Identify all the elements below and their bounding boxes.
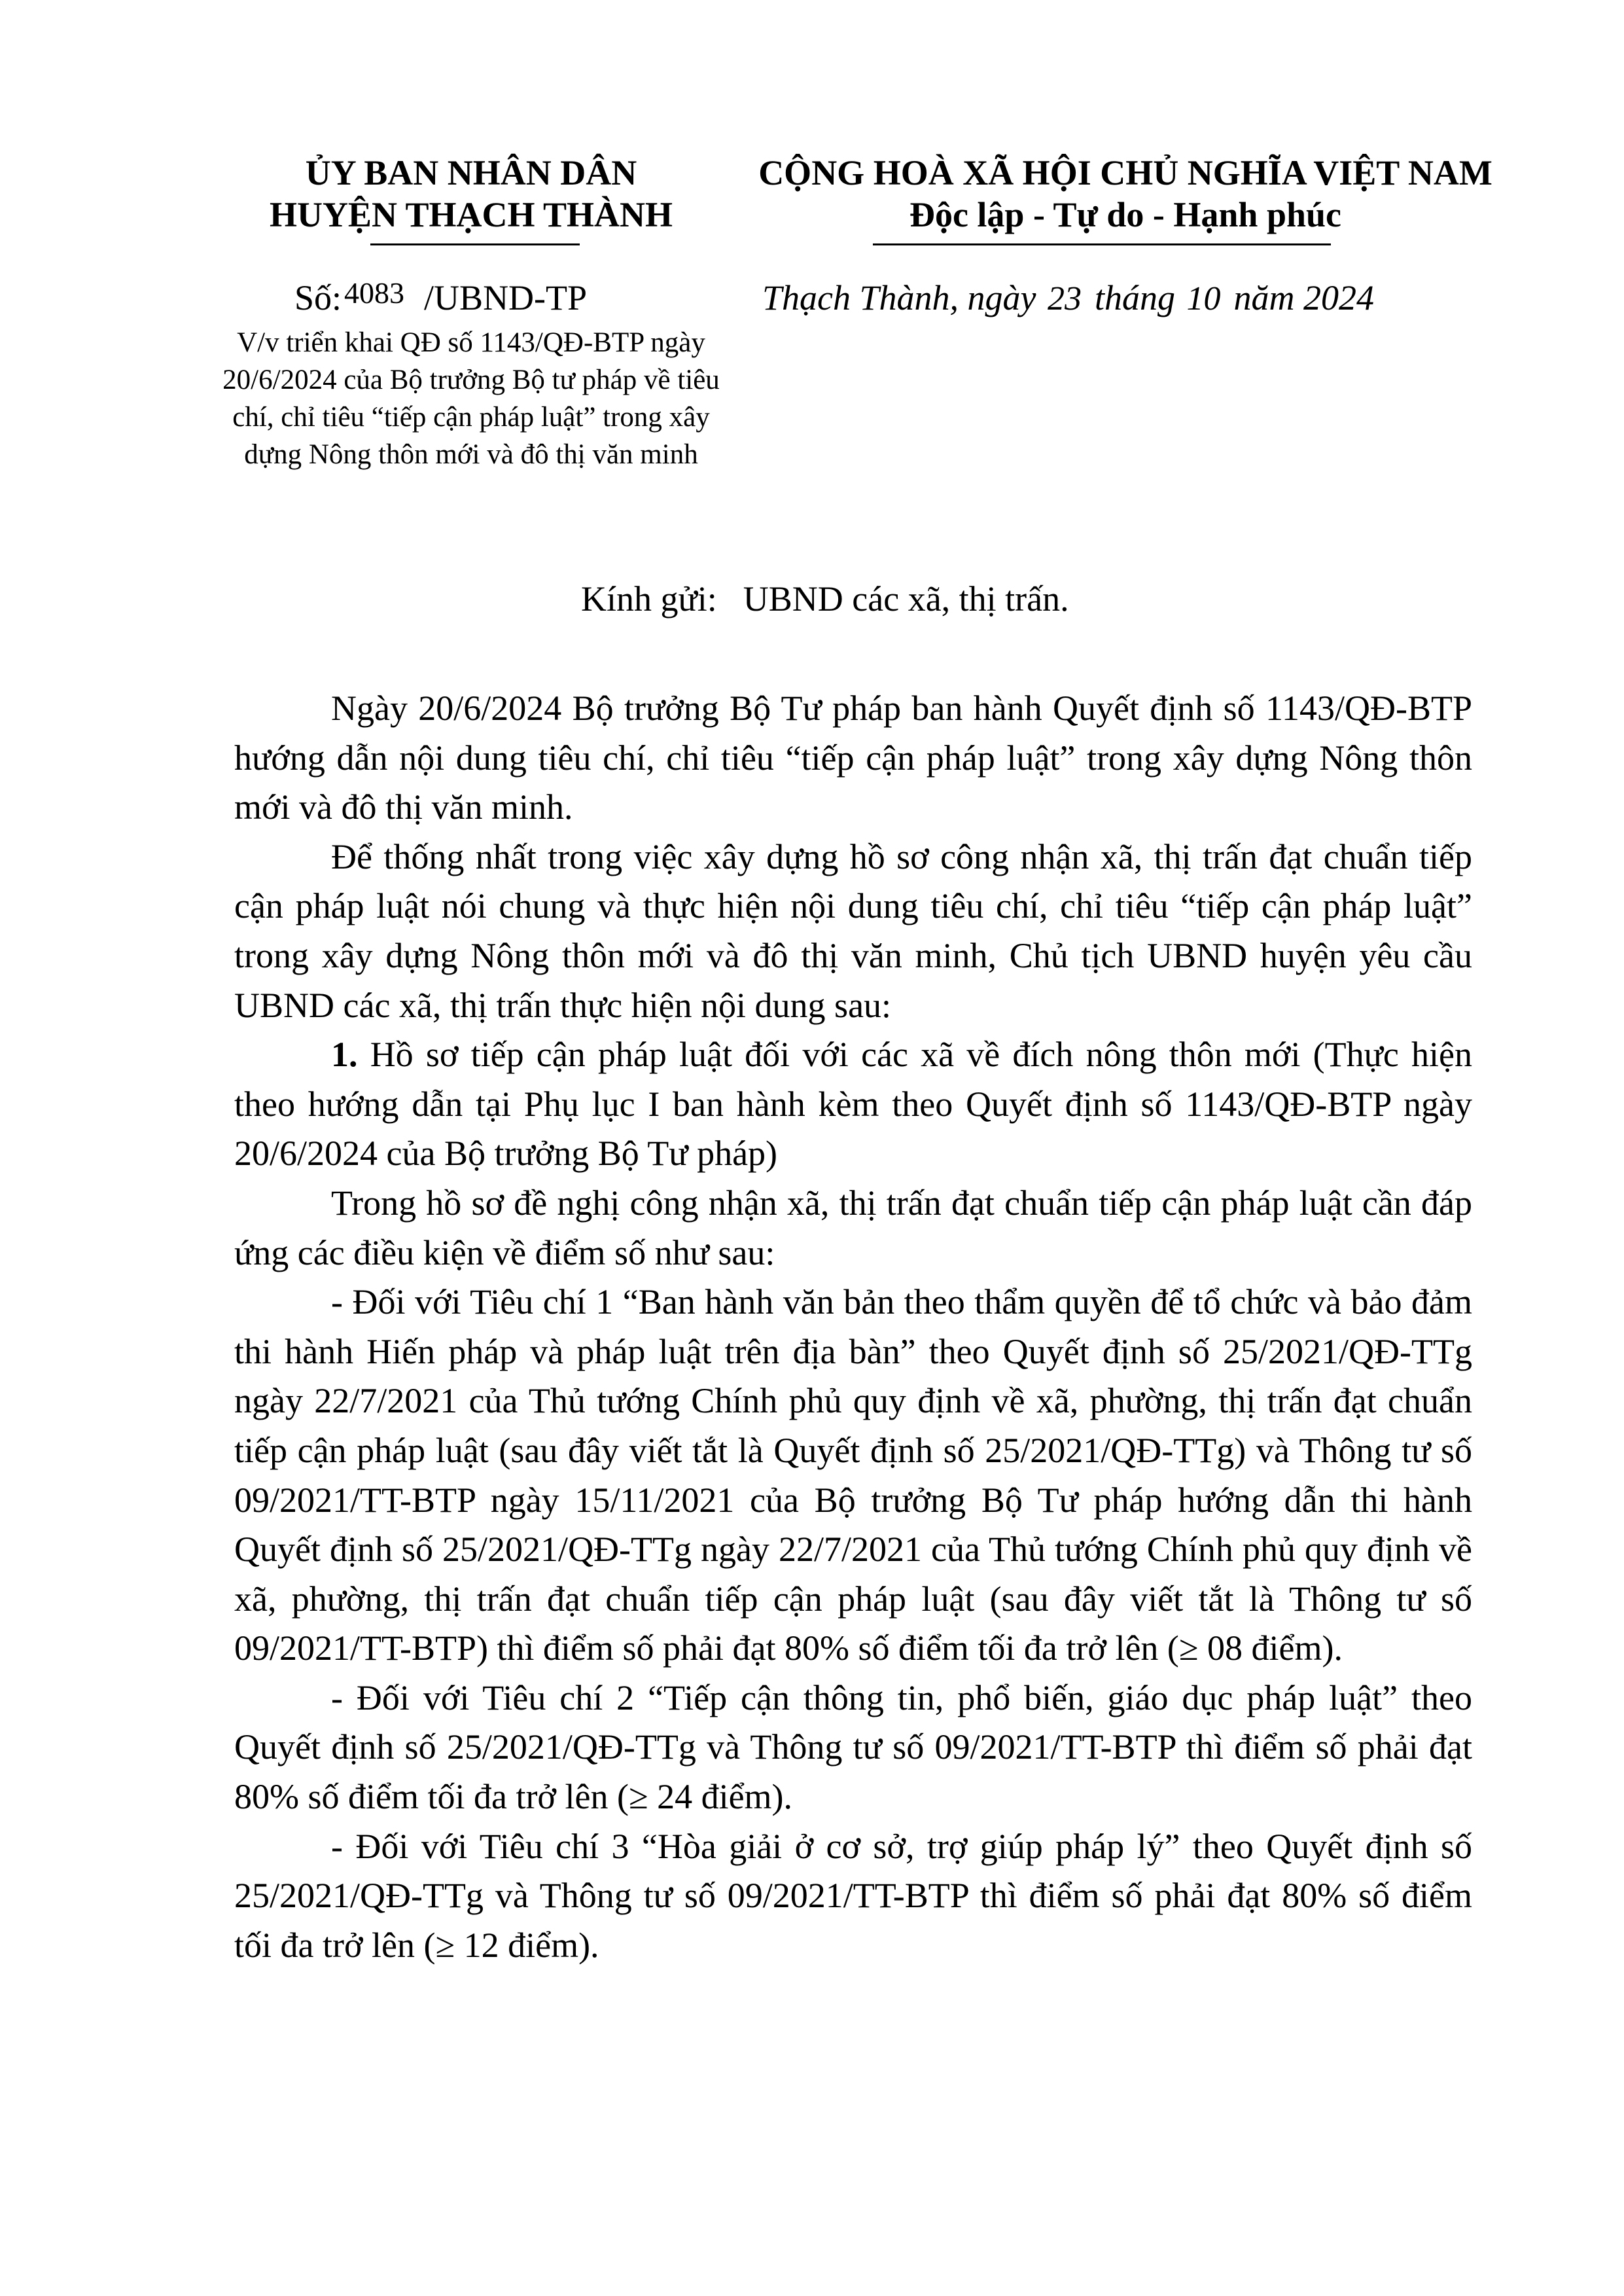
- recipient-label: Kính gửi:: [581, 579, 717, 619]
- document-body: [234, 684, 1472, 1970]
- paragraph-4: Trong hồ sơ đề nghị công nhận xã, thị trấn đạt chuẩn tiếp cận pháp luật cần đáp ứng các điều kiện về điểm số như sau:: [234, 1183, 1472, 1272]
- number-value: 4083: [344, 276, 405, 310]
- org-line-2: HUYỆN THẠCH THÀNH: [269, 195, 673, 234]
- date-month: 10: [1186, 280, 1221, 317]
- issue-date: [762, 275, 1374, 322]
- recipient: [581, 576, 1069, 622]
- national-heading: [713, 152, 1538, 236]
- date-prefix: Thạch Thành, ngày: [762, 278, 1036, 317]
- nation-line-1: CỘNG HOÀ XÃ HỘI CHỦ NGHĨA VIỆT NAM: [758, 153, 1492, 192]
- number-prefix: Số:: [294, 278, 342, 317]
- date-month-word: tháng: [1095, 278, 1176, 317]
- org-line-1: ỦY BAN NHÂN DÂN: [305, 153, 637, 192]
- paragraph-2: Để thống nhất trong việc xây dựng hồ sơ công nhận xã, thị trấn đạt chuẩn tiếp cận pháp luật nói chung và thực hiện nội dung tiêu chí, chỉ tiêu “tiếp cận pháp luật” trong xây dựng Nông thôn mới và đô thị văn minh, Chủ tịch UBND huyện yêu cầu UBND các xã, thị trấn thực hiện nội dung sau:: [234, 836, 1472, 1025]
- org-underline: [370, 243, 580, 245]
- paragraph-1: Ngày 20/6/2024 Bộ trưởng Bộ Tư pháp ban hành Quyết định số 1143/QĐ-BTP hướng dẫn nội dung tiêu chí, chỉ tiêu “tiếp cận pháp luật” trong xây dựng Nông thôn mới và đô thị văn minh.: [234, 689, 1472, 827]
- issuing-organization: [209, 152, 733, 236]
- criterion-3: - Đối với Tiêu chí 3 “Hòa giải ở cơ sở, trợ giúp pháp lý” theo Quyết định số 25/2021/QĐ-TTg và Thông tư số 09/2021/TT-BTP thì điểm số phải đạt 80% số điểm tối đa trở lên (≥ 12 điểm).: [234, 1826, 1472, 1965]
- document-subject: V/v triển khai QĐ số 1143/QĐ-BTP ngày 20/6/2024 của Bộ trưởng Bộ tư pháp về tiêu chí, chỉ tiêu “tiếp cận pháp luật” trong xây dựng Nông thôn mới và đô thị văn minh: [222, 327, 720, 470]
- criterion-1: - Đối với Tiêu chí 1 “Ban hành văn bản theo thẩm quyền để tổ chức và bảo đảm thi hành Hiến pháp và pháp luật trên địa bàn” theo Quyết định số 25/2021/QĐ-TTg ngày 22/7/2021 của Thủ tướng Chính phủ quy định về xã, phường, thị trấn đạt chuẩn tiếp cận pháp luật (sau đây viết tắt là Quyết định số 25/2021/QĐ-TTg) và Thông tư số 09/2021/TT-BTP ngày 15/11/2021 của Bộ trưởng Bộ Tư pháp hướng dẫn thi hành Quyết định số 25/2021/QĐ-TTg ngày 22/7/2021 của Thủ tướng Chính phủ quy định về xã, phường, thị trấn đạt chuẩn tiếp cận pháp luật (sau đây viết tắt là Thông tư số 09/2021/TT-BTP) thì điểm số phải đạt 80% số điểm tối đa trở lên (≥ 08 điểm).: [234, 1282, 1472, 1668]
- recipient-value: UBND các xã, thị trấn.: [743, 579, 1069, 619]
- number-suffix: /UBND-TP: [424, 278, 588, 317]
- paragraph-3: [234, 1030, 1472, 1179]
- date-day: 23: [1048, 280, 1082, 317]
- section-text: Hồ sơ tiếp cận pháp luật đối với các xã về đích nông thôn mới (Thực hiện theo hướng dẫn tại Phụ lục I ban hành kèm theo Quyết định số 1143/QĐ-BTP ngày 20/6/2024 của Bộ trưởng Bộ Tư pháp): [234, 1035, 1473, 1174]
- document-number: [294, 275, 587, 323]
- date-year: năm 2024: [1233, 278, 1375, 317]
- section-number: 1.: [331, 1035, 358, 1075]
- nation-line-2: Độc lập - Tự do - Hạnh phúc: [909, 195, 1342, 234]
- criterion-2: - Đối với Tiêu chí 2 “Tiếp cận thông tin, phổ biến, giáo dục pháp luật” theo Quyết định số 25/2021/QĐ-TTg và Thông tư số 09/2021/TT-BTP thì điểm số phải đạt 80% số điểm tối đa trở lên (≥ 24 điểm).: [234, 1677, 1472, 1817]
- motto-underline: [873, 243, 1331, 245]
